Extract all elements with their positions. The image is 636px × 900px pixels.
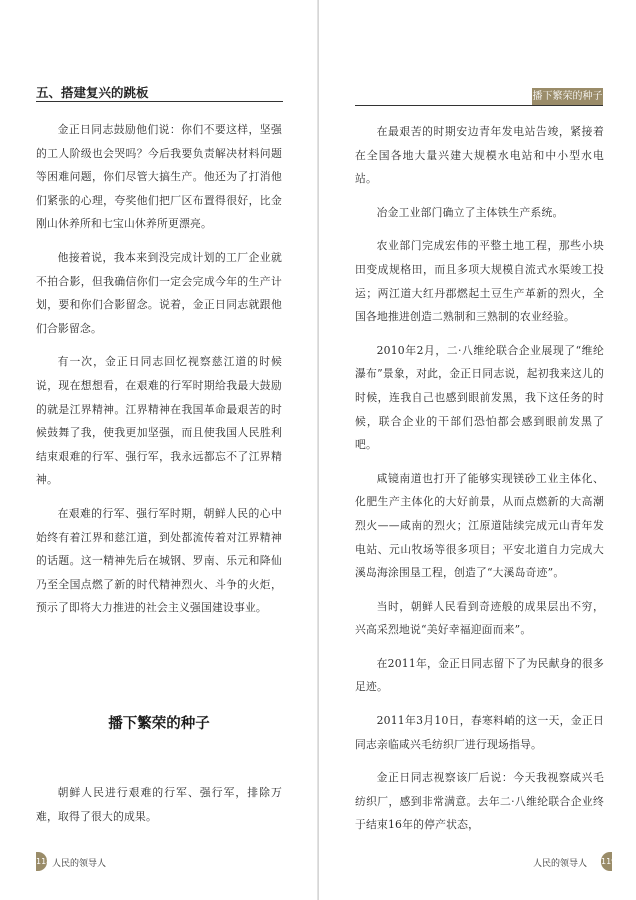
left-body-text [36,118,282,630]
paragraph: 农业部门完成宏伟的平整土地工程，那些小块田变成规格田，而且多项大规模自流式水渠竣工投运；两江道大红丹郡燃起土豆生产革新的烈火，全国各地推进创造二熟制和三熟制的农业经验。 [355,239,604,324]
right-page [319,0,636,900]
page-number-badge: 119 [601,852,612,871]
section-body-text [36,781,282,838]
paragraph: 有一次，金正日同志回忆视察慈江道的时候说，现在想想看，在艰难的行军时期给我最大鼓励的就是江界精神。江界精神在我国革命最艰苦的时候鼓舞了我，使我更加坚强，而且使我国人民胜利结束艰难的行军、强行军，我永远都忘不了江界精神。 [36,355,282,487]
paragraph: 在艰难的行军、强行军时期，朝鲜人民的心中始终有着江界和慈江道，到处都流传着对江界精神的话题。这一精神先后在城钢、罗南、乐元和降仙乃至全国点燃了新的时代精神烈火、斗争的火炬，预示了即将大力推进的社会主义强国建设事业。 [36,506,282,615]
paragraph: 当时，朝鲜人民看到奇迹般的成果层出不穷，兴高采烈地说“美好幸福迎面而来”。 [355,599,604,637]
paragraph: 2010年2月，二·八维纶联合企业展现了“维纶瀑布”景象，对此，金正日同志说，起初我来这儿的时候，连我自己也感到眼前发黑，我下这任务的时候，联合企业的干部们恐怕都会感到眼前发黑了吧。 [355,343,604,452]
right-body-text [355,120,604,847]
paragraph: 他接着说，我本来到没完成计划的工厂企业就不拍合影，但我确信你们一定会完成今年的生产计划，要和你们合影留念。说着，金正日同志就跟他们合影留念。 [36,250,282,335]
paragraph: 朝鲜人民进行艰难的行军、强行军，排除万难，取得了很大的成果。 [36,786,282,823]
section-title: 播下繁荣的种子 [108,716,210,732]
right-header-tab: 播下繁荣的种子 [532,88,603,105]
footer-label: 人民的领导人 [533,859,588,869]
right-header-rule [355,105,603,106]
page-number-badge: 118 [36,852,47,871]
paragraph: 咸镜南道也打开了能够实现镁砂工业主体化、化肥生产主体化的大好前景，从而点燃新的大高潮烈火——咸南的烈火；江原道陆续完成元山青年发电站、元山牧场等很多项目；平安北道自力完成大溪岛海涂围垦工程，创造了“大溪岛奇迹”。 [355,471,604,580]
left-header-rule [36,101,283,102]
footer-label: 人民的领导人 [52,859,107,869]
left-running-header: 五、搭建复兴的跳板 [36,85,149,100]
paragraph: 2011年3月10日，春寒料峭的这一天，金正日同志亲临咸兴毛纺织厂进行现场指导。 [355,714,604,751]
left-page [0,0,317,900]
paragraph: 在最艰苦的时期安边青年发电站告竣，紧接着在全国各地大量兴建大规模水电站和中小型水电站。 [355,125,604,186]
paragraph: 金正日同志鼓励他们说：你们不要这样，坚强的工人阶级也会哭吗？今后我要负责解决材料问题等困难问题，你们尽管大搞生产。他还为了打消他们紧张的心理，夸奖他们把厂区布置得很好，比金刚山休养所和七宝山休养所更漂亮。 [36,123,282,231]
paragraph: 在2011年，金正日同志留下了为民献身的很多足迹。 [355,656,604,694]
paragraph: 冶金工业部门确立了主体铁生产系统。 [376,205,564,219]
paragraph: 金正日同志视察该厂后说：今天我视察咸兴毛纺织厂，感到非常满意。去年二·八维纶联合企业终于结束16年的停产状态， [355,771,604,832]
